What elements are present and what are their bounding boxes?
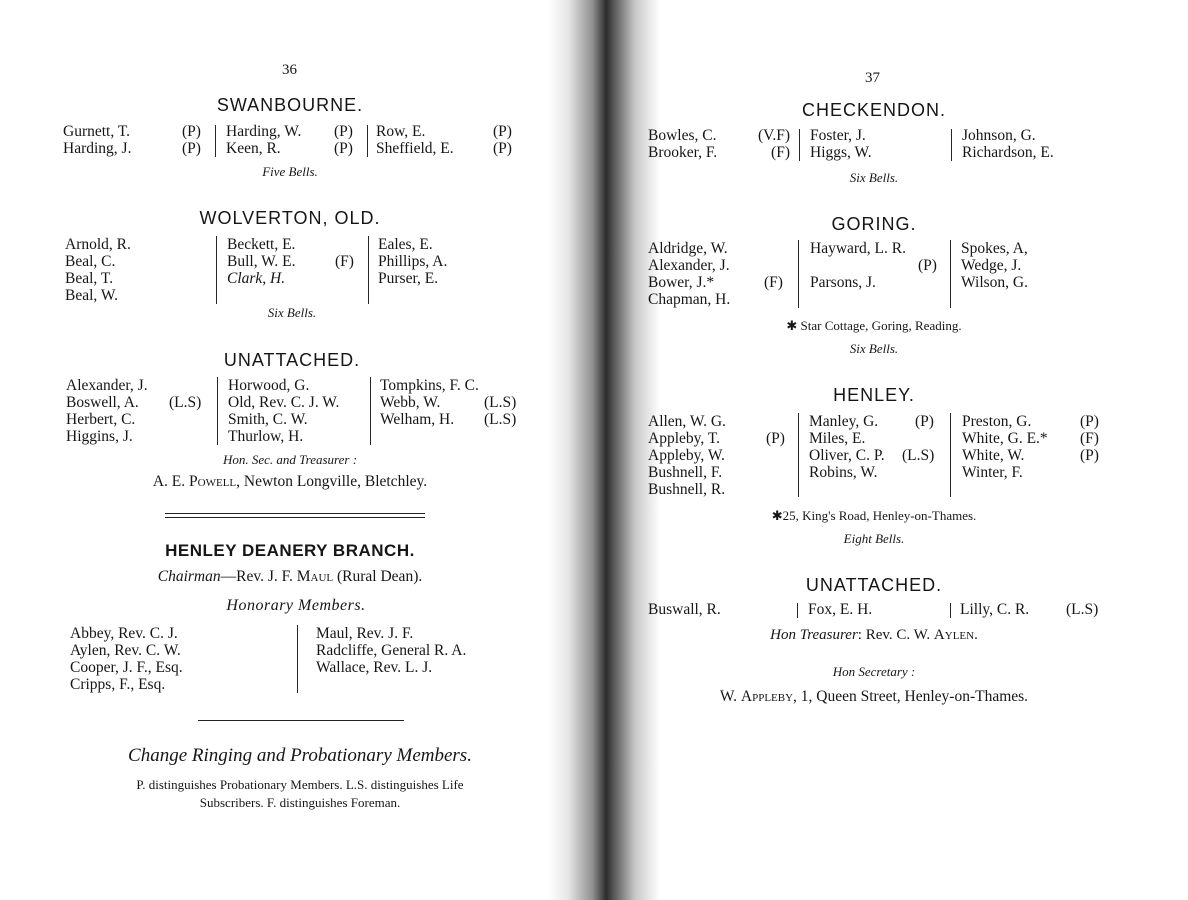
member-name: Alexander, J. xyxy=(648,257,730,274)
member-name: Allen, W. G. xyxy=(648,413,726,430)
treasurer-name: Aylen xyxy=(933,627,975,643)
member-name: Beal, W. xyxy=(65,287,118,304)
section-heading-wolverton: WOLVERTON, OLD. xyxy=(199,208,381,228)
column-divider xyxy=(950,240,951,308)
member-column-1 xyxy=(648,413,726,498)
member-column-1 xyxy=(65,236,131,304)
secretary-address: , 1, Queen Street, Henley-on-Thames. xyxy=(793,688,1029,705)
member-marks-3 xyxy=(1080,413,1099,464)
chairman-name: Maul xyxy=(296,568,334,585)
section-heading-unattached: UNATTACHED. xyxy=(805,575,943,595)
secretary-name: Appleby xyxy=(740,688,794,705)
member-name: Brooker, F. xyxy=(648,144,718,161)
hon-treasurer-line xyxy=(694,627,1054,644)
member-name: Fox, E. H. xyxy=(808,601,873,618)
column-divider xyxy=(950,603,951,618)
member-name: Old, Rev. C. J. W. xyxy=(228,394,340,411)
member-mark: (L.S) xyxy=(484,394,517,411)
member-mark: (L.S) xyxy=(484,411,517,428)
honorary-members-label: Honorary Members. xyxy=(226,597,366,614)
column-divider xyxy=(950,413,951,497)
right-page xyxy=(636,0,1188,900)
member-marks-3 xyxy=(484,394,516,428)
member-mark: (F) xyxy=(771,144,790,161)
member-column-1 xyxy=(63,123,131,157)
member-mark: (P) xyxy=(334,123,353,140)
checkendon-members xyxy=(636,127,1188,167)
member-name: Eales, E. xyxy=(378,236,433,253)
member-name: Wilson, G. xyxy=(961,274,1028,291)
member-mark: (L.S) xyxy=(1066,601,1099,618)
section-heading-swanbourne: SWANBOURNE. xyxy=(216,95,364,115)
member-column-1 xyxy=(66,377,148,445)
member-name: Parsons, J. xyxy=(810,274,876,291)
member-column-3 xyxy=(961,240,1028,291)
member-name: Harding, W. xyxy=(226,123,302,140)
member-column-2 xyxy=(809,413,885,481)
member-name: Purser, E. xyxy=(378,270,439,287)
member-name: Miles, E. xyxy=(809,430,866,447)
footnote: ✱ Star Cottage, Goring, Reading. xyxy=(786,318,962,333)
member-name: Appleby, W. xyxy=(648,447,725,464)
secretary-initial: W. xyxy=(719,688,738,705)
hon-sec-label: Hon. Sec. and Treasurer : xyxy=(222,452,358,467)
column-divider xyxy=(216,236,217,304)
member-mark: (L.S) xyxy=(169,394,202,411)
swanbourne-members xyxy=(0,123,560,163)
member-column-3 xyxy=(962,413,1048,481)
member-name: Phillips, A. xyxy=(378,253,448,270)
member-name: Beal, C. xyxy=(65,253,116,270)
section-heading-henley: HENLEY. xyxy=(833,385,915,405)
section-heading-unattached: UNATTACHED. xyxy=(223,350,361,370)
member-mark: (P) xyxy=(182,123,201,140)
member-name: Winter, F. xyxy=(962,464,1023,481)
member-marks-3 xyxy=(493,123,512,157)
column-divider xyxy=(951,129,952,161)
member-name: Johnson, G. xyxy=(962,127,1036,144)
member-name: Herbert, C. xyxy=(66,411,136,428)
member-name: Bull, W. E. xyxy=(227,253,296,270)
member-name: Beal, T. xyxy=(65,270,114,287)
honorary-members xyxy=(0,625,560,697)
member-name: Richardson, E. xyxy=(962,144,1054,161)
member-name: Hayward, L. R. xyxy=(810,240,906,257)
legend-note-line-1: P. distinguishes Probationary Members. L.S. distinguishes Life xyxy=(136,777,464,792)
member-name: Maul, Rev. J. F. xyxy=(316,625,414,642)
column-divider xyxy=(798,413,799,497)
column-divider xyxy=(217,377,218,445)
member-name: Cripps, F., Esq. xyxy=(70,676,166,693)
page-number: 37 xyxy=(865,70,880,86)
unattached-members xyxy=(0,377,560,449)
page-number: 36 xyxy=(282,62,297,78)
member-mark: (L.S) xyxy=(902,447,935,464)
member-column-3 xyxy=(376,123,454,157)
hon-sec-initials: A. E. xyxy=(152,473,186,490)
goring-members xyxy=(636,240,1188,312)
member-name: Wallace, Rev. L. J. xyxy=(316,659,433,676)
double-rule-top xyxy=(165,513,425,514)
member-column-2 xyxy=(226,123,301,157)
member-name: Radcliffe, General R. A. xyxy=(316,642,467,659)
member-name: Appleby, T. xyxy=(648,430,721,447)
hon-sec-name: Powell xyxy=(189,473,237,490)
member-mark: (P) xyxy=(493,123,512,140)
section-rule xyxy=(198,720,404,721)
bells-count: Eight Bells. xyxy=(843,531,905,546)
bells-count: Six Bells. xyxy=(849,341,899,356)
member-name: Beckett, E. xyxy=(227,236,296,253)
member-name: Preston, G. xyxy=(962,413,1032,430)
member-mark: (P) xyxy=(766,430,785,447)
member-column-2 xyxy=(227,236,295,287)
column-divider xyxy=(215,125,216,157)
treasurer-label: Hon Treasurer xyxy=(770,627,858,643)
double-rule-bottom xyxy=(165,517,425,518)
column-divider xyxy=(297,625,298,693)
member-name: Aylen, Rev. C. W. xyxy=(70,642,181,659)
chairman-post: (Rural Dean). xyxy=(333,568,423,585)
member-name: Robins, W. xyxy=(809,464,878,481)
member-mark: (P) xyxy=(915,413,934,430)
member-marks-1 xyxy=(182,123,201,157)
member-mark: (P) xyxy=(334,140,353,157)
left-page xyxy=(0,0,560,900)
branch-title: HENLEY DEANERY BRANCH. xyxy=(165,541,415,560)
member-name: Higgins, J. xyxy=(66,428,133,445)
member-name: Clark, H. xyxy=(227,270,286,287)
chairman-label: Chairman xyxy=(157,568,221,585)
member-name: Webb, W. xyxy=(380,394,441,411)
hon-sec-line xyxy=(80,473,500,491)
bells-count: Six Bells. xyxy=(849,170,899,185)
member-name: Row, E. xyxy=(376,123,426,140)
member-column-3 xyxy=(380,377,479,428)
member-name: Bushnell, F. xyxy=(648,464,723,481)
member-name: Gurnett, T. xyxy=(63,123,131,140)
member-mark: (P) xyxy=(918,257,937,274)
member-mark: (F) xyxy=(764,274,783,291)
member-marks-2 xyxy=(334,123,353,157)
wolverton-members xyxy=(0,236,560,306)
member-name: White, W. xyxy=(962,447,1025,464)
member-mark: (P) xyxy=(1080,413,1099,430)
member-name: Spokes, A, xyxy=(961,240,1028,257)
section-heading-goring: GORING. xyxy=(831,214,917,234)
member-name: Smith, C. W. xyxy=(228,411,308,428)
hon-secretary-line xyxy=(654,688,1094,706)
column-divider xyxy=(367,125,368,157)
chairman-line xyxy=(60,568,520,586)
column-divider xyxy=(797,603,798,618)
column-divider xyxy=(368,236,369,304)
member-name: Harding, J. xyxy=(63,140,132,157)
member-mark: (F) xyxy=(1080,430,1099,447)
member-name: Keen, R. xyxy=(226,140,281,157)
bells-count: Five Bells. xyxy=(262,164,318,179)
column-divider xyxy=(798,240,799,308)
member-marks-1 xyxy=(748,127,790,161)
treasurer-pre: : Rev. C. W. xyxy=(857,627,931,643)
column-divider xyxy=(370,377,371,445)
change-ringing-title: Change Ringing and Probationary Members. xyxy=(128,745,472,766)
member-name: Boswell, A. xyxy=(66,394,139,411)
member-name: Cooper, J. F., Esq. xyxy=(70,659,183,676)
member-name: White, G. E.* xyxy=(962,430,1048,447)
member-mark: (P) xyxy=(493,140,512,157)
member-name: Manley, G. xyxy=(809,413,879,430)
column-divider xyxy=(799,129,800,161)
member-mark: (F) xyxy=(335,253,354,270)
member-name: Abbey, Rev. C. J. xyxy=(70,625,178,642)
member-name: Arnold, R. xyxy=(65,236,131,253)
member-name: Chapman, H. xyxy=(648,291,731,308)
member-column-2 xyxy=(810,127,872,161)
unattached-members xyxy=(636,601,1188,621)
member-name: Alexander, J. xyxy=(66,377,148,394)
member-name: Tompkins, F. C. xyxy=(380,377,479,394)
member-name: Oliver, C. P. xyxy=(809,447,885,464)
member-name: Aldridge, W. xyxy=(648,240,728,257)
member-name: Bowles, C. xyxy=(648,127,717,144)
member-mark: (V.F) xyxy=(757,127,790,144)
member-name: Thurlow, H. xyxy=(228,428,304,445)
member-name: Sheffield, E. xyxy=(376,140,454,157)
section-heading-checkendon: CHECKENDON. xyxy=(801,100,946,120)
member-name: Lilly, C. R. xyxy=(960,601,1030,618)
member-column-1 xyxy=(70,625,183,693)
henley-members xyxy=(636,413,1188,501)
member-column-1 xyxy=(648,127,717,161)
member-name: Buswall, R. xyxy=(648,601,721,618)
bells-count: Six Bells. xyxy=(267,305,317,320)
member-name: Wedge, J. xyxy=(961,257,1022,274)
member-name: Welham, H. xyxy=(380,411,455,428)
member-column-3 xyxy=(962,127,1054,161)
member-column-3 xyxy=(378,236,447,287)
footnote: ✱25, King's Road, Henley-on-Thames. xyxy=(771,508,977,523)
hon-sec-address: , Newton Longville, Bletchley. xyxy=(236,473,428,490)
member-column-2 xyxy=(228,377,339,445)
treasurer-post: . xyxy=(974,627,978,643)
member-mark: (P) xyxy=(182,140,201,157)
member-mark: (P) xyxy=(1080,447,1099,464)
member-name: Bower, J.* xyxy=(648,274,715,291)
member-name: Foster, J. xyxy=(810,127,866,144)
member-name: Horwood, G. xyxy=(228,377,310,394)
member-name: Bushnell, R. xyxy=(648,481,726,498)
hon-secretary-label: Hon Secretary : xyxy=(832,664,916,679)
member-column-1 xyxy=(648,240,730,308)
member-name: Higgs, W. xyxy=(810,144,872,161)
legend-note-line-2: Subscribers. F. distinguishes Foreman. xyxy=(199,795,401,810)
member-column-2 xyxy=(316,625,466,676)
chairman-pre: —Rev. J. F. xyxy=(220,568,293,585)
